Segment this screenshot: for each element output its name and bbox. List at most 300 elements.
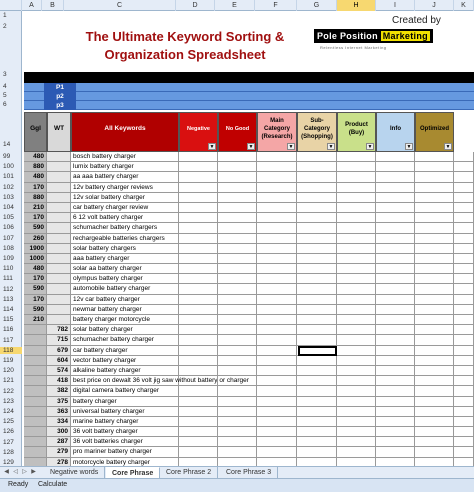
empty-cell[interactable] xyxy=(337,366,376,376)
empty-cell[interactable] xyxy=(257,264,297,274)
empty-cell[interactable] xyxy=(179,203,218,213)
empty-cell[interactable] xyxy=(257,437,297,447)
keyword-cell[interactable]: 12v battery charger reviews xyxy=(71,183,179,193)
ggl-cell[interactable] xyxy=(24,346,47,356)
ggl-cell[interactable]: 260 xyxy=(24,234,47,244)
empty-cell[interactable] xyxy=(297,274,337,284)
row-header[interactable]: 105 xyxy=(3,214,14,222)
empty-cell[interactable] xyxy=(337,437,376,447)
empty-cell[interactable] xyxy=(376,346,415,356)
wt-cell[interactable] xyxy=(47,223,71,233)
empty-cell[interactable] xyxy=(218,458,257,466)
empty-cell[interactable] xyxy=(179,346,218,356)
empty-cell[interactable] xyxy=(376,254,415,264)
empty-cell[interactable] xyxy=(257,407,297,417)
wt-cell[interactable] xyxy=(47,295,71,305)
row-header[interactable]: 6 xyxy=(3,101,7,108)
empty-cell[interactable] xyxy=(454,376,474,386)
empty-cell[interactable] xyxy=(218,356,257,366)
empty-cell[interactable] xyxy=(179,447,218,457)
empty-cell[interactable] xyxy=(337,284,376,294)
empty-cell[interactable] xyxy=(454,356,474,366)
wt-cell[interactable] xyxy=(47,172,71,182)
empty-cell[interactable] xyxy=(179,223,218,233)
row-header[interactable]: 103 xyxy=(3,193,14,201)
row-header[interactable]: 117 xyxy=(3,336,14,344)
keyword-cell[interactable]: aaa battery charger xyxy=(71,254,179,264)
empty-cell[interactable] xyxy=(376,152,415,162)
ggl-cell[interactable]: 480 xyxy=(24,152,47,162)
row-header[interactable]: 4 xyxy=(3,83,7,90)
wt-cell[interactable] xyxy=(47,203,71,213)
empty-cell[interactable] xyxy=(257,183,297,193)
empty-cell[interactable] xyxy=(376,427,415,437)
empty-cell[interactable] xyxy=(218,254,257,264)
empty-cell[interactable] xyxy=(337,193,376,203)
empty-cell[interactable] xyxy=(454,417,474,427)
sheet-tab[interactable]: Core Phrase xyxy=(106,467,160,478)
empty-cell[interactable] xyxy=(218,397,257,407)
row-header[interactable]: 115 xyxy=(3,316,14,324)
header-main-category[interactable] xyxy=(257,112,297,152)
row-header[interactable]: 124 xyxy=(3,408,14,415)
empty-cell[interactable] xyxy=(376,397,415,407)
empty-cell[interactable] xyxy=(179,295,218,305)
empty-cell[interactable] xyxy=(376,447,415,457)
empty-cell[interactable] xyxy=(337,407,376,417)
empty-cell[interactable] xyxy=(415,417,454,427)
keyword-cell[interactable]: vector battery charger xyxy=(71,356,179,366)
empty-cell[interactable] xyxy=(218,315,257,325)
empty-cell[interactable] xyxy=(415,407,454,417)
empty-cell[interactable] xyxy=(415,183,454,193)
empty-cell[interactable] xyxy=(454,335,474,345)
wt-cell[interactable] xyxy=(47,152,71,162)
wt-cell[interactable]: 287 xyxy=(47,437,71,447)
ggl-cell[interactable]: 590 xyxy=(24,223,47,233)
empty-cell[interactable] xyxy=(337,162,376,172)
wt-cell[interactable] xyxy=(47,244,71,254)
row-header[interactable]: 128 xyxy=(3,448,14,456)
wt-cell[interactable]: 278 xyxy=(47,458,71,466)
empty-cell[interactable] xyxy=(376,295,415,305)
row-header[interactable]: 5 xyxy=(3,92,7,99)
empty-cell[interactable] xyxy=(257,172,297,182)
empty-cell[interactable] xyxy=(415,234,454,244)
empty-cell[interactable] xyxy=(376,244,415,254)
empty-cell[interactable] xyxy=(337,295,376,305)
empty-cell[interactable] xyxy=(218,376,257,386)
ggl-cell[interactable]: 880 xyxy=(24,193,47,203)
empty-cell[interactable] xyxy=(297,315,337,325)
keyword-cell[interactable]: best price on dewalt 36 volt jig saw without battery or charger xyxy=(71,376,179,386)
empty-cell[interactable] xyxy=(297,183,337,193)
ggl-cell[interactable] xyxy=(24,356,47,366)
keyword-cell[interactable]: pro mariner battery charger xyxy=(71,447,179,457)
empty-cell[interactable] xyxy=(454,274,474,284)
column-header-g[interactable]: G xyxy=(297,0,337,11)
empty-cell[interactable] xyxy=(179,162,218,172)
empty-cell[interactable] xyxy=(454,295,474,305)
empty-cell[interactable] xyxy=(376,458,415,466)
ggl-cell[interactable] xyxy=(24,376,47,386)
wt-cell[interactable]: 375 xyxy=(47,397,71,407)
keyword-cell[interactable]: 6 12 volt battery charger xyxy=(71,213,179,223)
keyword-cell[interactable]: automobile battery charger xyxy=(71,284,179,294)
ggl-cell[interactable]: 170 xyxy=(24,183,47,193)
empty-cell[interactable] xyxy=(218,325,257,335)
empty-cell[interactable] xyxy=(376,305,415,315)
empty-cell[interactable] xyxy=(454,223,474,233)
ggl-cell[interactable] xyxy=(24,437,47,447)
empty-cell[interactable] xyxy=(376,213,415,223)
wt-cell[interactable] xyxy=(47,305,71,315)
ggl-cell[interactable] xyxy=(24,366,47,376)
empty-cell[interactable] xyxy=(415,305,454,315)
prev-sheet-icon[interactable]: ◁ xyxy=(13,469,18,475)
row-header[interactable]: 100 xyxy=(3,163,14,171)
empty-cell[interactable] xyxy=(337,335,376,345)
empty-cell[interactable] xyxy=(297,162,337,172)
empty-cell[interactable] xyxy=(454,213,474,223)
keyword-cell[interactable]: universal battery charger xyxy=(71,407,179,417)
empty-cell[interactable] xyxy=(376,366,415,376)
empty-cell[interactable] xyxy=(257,193,297,203)
empty-cell[interactable] xyxy=(218,386,257,396)
p1-bar[interactable] xyxy=(24,83,474,92)
header-no-good[interactable] xyxy=(218,112,257,152)
empty-cell[interactable] xyxy=(218,335,257,345)
row-header[interactable]: 108 xyxy=(3,244,14,252)
empty-cell[interactable] xyxy=(179,397,218,407)
empty-cell[interactable] xyxy=(337,356,376,366)
empty-cell[interactable] xyxy=(454,203,474,213)
empty-cell[interactable] xyxy=(415,264,454,274)
header-optimized[interactable] xyxy=(415,112,454,152)
empty-cell[interactable] xyxy=(337,172,376,182)
wt-cell[interactable] xyxy=(47,264,71,274)
empty-cell[interactable] xyxy=(218,417,257,427)
empty-cell[interactable] xyxy=(415,437,454,447)
sheet-tab[interactable]: Negative words xyxy=(44,467,105,478)
empty-cell[interactable] xyxy=(415,284,454,294)
empty-cell[interactable] xyxy=(179,193,218,203)
header-all-keywords[interactable] xyxy=(71,112,179,152)
empty-cell[interactable] xyxy=(337,346,376,356)
row-header[interactable]: 126 xyxy=(3,428,14,436)
empty-cell[interactable] xyxy=(337,376,376,386)
ggl-cell[interactable]: 480 xyxy=(24,172,47,182)
empty-cell[interactable] xyxy=(415,244,454,254)
ggl-cell[interactable]: 210 xyxy=(24,315,47,325)
empty-cell[interactable] xyxy=(297,417,337,427)
empty-cell[interactable] xyxy=(454,427,474,437)
empty-cell[interactable] xyxy=(179,274,218,284)
keyword-cell[interactable]: newmar battery charger xyxy=(71,305,179,315)
empty-cell[interactable] xyxy=(257,162,297,172)
empty-cell[interactable] xyxy=(257,356,297,366)
empty-cell[interactable] xyxy=(337,386,376,396)
empty-cell[interactable] xyxy=(297,152,337,162)
keyword-cell[interactable]: marine battery charger xyxy=(71,417,179,427)
empty-cell[interactable] xyxy=(376,386,415,396)
empty-cell[interactable] xyxy=(297,386,337,396)
empty-cell[interactable] xyxy=(218,172,257,182)
row-header[interactable]: 104 xyxy=(3,204,14,211)
empty-cell[interactable] xyxy=(376,335,415,345)
empty-cell[interactable] xyxy=(218,305,257,315)
empty-cell[interactable] xyxy=(218,295,257,305)
wt-cell[interactable] xyxy=(47,274,71,284)
empty-cell[interactable] xyxy=(415,447,454,457)
empty-cell[interactable] xyxy=(257,254,297,264)
empty-cell[interactable] xyxy=(179,284,218,294)
empty-cell[interactable] xyxy=(376,172,415,182)
active-cell-selection[interactable] xyxy=(298,346,337,356)
wt-cell[interactable]: 334 xyxy=(47,417,71,427)
keyword-cell[interactable]: 12v car battery charger xyxy=(71,295,179,305)
empty-cell[interactable] xyxy=(337,223,376,233)
empty-cell[interactable] xyxy=(297,366,337,376)
empty-cell[interactable] xyxy=(415,193,454,203)
filter-dropdown-icon[interactable]: ▼ xyxy=(248,144,254,150)
row-header[interactable]: 113 xyxy=(3,295,14,303)
empty-cell[interactable] xyxy=(297,447,337,457)
empty-cell[interactable] xyxy=(376,325,415,335)
ggl-cell[interactable]: 480 xyxy=(24,264,47,274)
row-header[interactable]: 101 xyxy=(3,173,14,181)
row-header[interactable]: 106 xyxy=(3,224,14,232)
row-header[interactable]: 120 xyxy=(3,367,14,375)
ggl-cell[interactable]: 170 xyxy=(24,213,47,223)
empty-cell[interactable] xyxy=(297,234,337,244)
wt-cell[interactable]: 782 xyxy=(47,325,71,335)
empty-cell[interactable] xyxy=(454,234,474,244)
wt-cell[interactable]: 604 xyxy=(47,356,71,366)
empty-cell[interactable] xyxy=(337,152,376,162)
column-header-c[interactable]: C xyxy=(64,0,176,11)
empty-cell[interactable] xyxy=(179,213,218,223)
first-sheet-icon[interactable]: ◀ xyxy=(4,469,9,475)
empty-cell[interactable] xyxy=(297,356,337,366)
empty-cell[interactable] xyxy=(218,427,257,437)
empty-cell[interactable] xyxy=(337,234,376,244)
ggl-cell[interactable] xyxy=(24,427,47,437)
empty-cell[interactable] xyxy=(179,325,218,335)
empty-cell[interactable] xyxy=(454,407,474,417)
last-sheet-icon[interactable]: ▶ xyxy=(31,469,36,475)
wt-cell[interactable] xyxy=(47,162,71,172)
empty-cell[interactable] xyxy=(376,234,415,244)
column-header-d[interactable]: D xyxy=(176,0,215,11)
empty-cell[interactable] xyxy=(415,152,454,162)
empty-cell[interactable] xyxy=(454,264,474,274)
empty-cell[interactable] xyxy=(337,213,376,223)
ggl-cell[interactable] xyxy=(24,397,47,407)
empty-cell[interactable] xyxy=(415,203,454,213)
ggl-cell[interactable]: 590 xyxy=(24,305,47,315)
empty-cell[interactable] xyxy=(257,335,297,345)
empty-cell[interactable] xyxy=(454,386,474,396)
empty-cell[interactable] xyxy=(257,284,297,294)
wt-cell[interactable]: 715 xyxy=(47,335,71,345)
empty-cell[interactable] xyxy=(454,284,474,294)
wt-cell[interactable]: 382 xyxy=(47,386,71,396)
empty-cell[interactable] xyxy=(257,346,297,356)
row-header[interactable]: 123 xyxy=(3,397,14,405)
empty-cell[interactable] xyxy=(257,234,297,244)
empty-cell[interactable] xyxy=(454,366,474,376)
keyword-cell[interactable]: schumacher battery chargers xyxy=(71,223,179,233)
empty-cell[interactable] xyxy=(257,417,297,427)
empty-cell[interactable] xyxy=(376,162,415,172)
empty-cell[interactable] xyxy=(257,447,297,457)
empty-cell[interactable] xyxy=(297,254,337,264)
row-header[interactable]: 114 xyxy=(3,306,14,313)
empty-cell[interactable] xyxy=(218,244,257,254)
empty-cell[interactable] xyxy=(218,193,257,203)
empty-cell[interactable] xyxy=(257,223,297,233)
empty-cell[interactable] xyxy=(297,295,337,305)
empty-cell[interactable] xyxy=(297,193,337,203)
empty-cell[interactable] xyxy=(218,447,257,457)
empty-cell[interactable] xyxy=(218,437,257,447)
empty-cell[interactable] xyxy=(415,315,454,325)
header-negative[interactable] xyxy=(179,112,218,152)
header-info[interactable] xyxy=(376,112,415,152)
empty-cell[interactable] xyxy=(376,203,415,213)
row-header[interactable]: 118 xyxy=(0,347,22,354)
keyword-cell[interactable]: solar aa battery charger xyxy=(71,264,179,274)
filter-dropdown-icon[interactable]: ▼ xyxy=(406,144,412,150)
p3-bar[interactable] xyxy=(24,101,474,110)
empty-cell[interactable] xyxy=(297,172,337,182)
empty-cell[interactable] xyxy=(297,427,337,437)
empty-cell[interactable] xyxy=(297,203,337,213)
row-header[interactable]: 3 xyxy=(3,71,7,78)
empty-cell[interactable] xyxy=(415,376,454,386)
empty-cell[interactable] xyxy=(257,244,297,254)
empty-cell[interactable] xyxy=(376,223,415,233)
ggl-cell[interactable]: 1000 xyxy=(24,254,47,264)
empty-cell[interactable] xyxy=(337,183,376,193)
empty-cell[interactable] xyxy=(297,407,337,417)
empty-cell[interactable] xyxy=(257,376,297,386)
empty-cell[interactable] xyxy=(376,417,415,427)
empty-cell[interactable] xyxy=(454,305,474,315)
keyword-cell[interactable]: rechargeable batteries chargers xyxy=(71,234,179,244)
empty-cell[interactable] xyxy=(218,366,257,376)
empty-cell[interactable] xyxy=(376,284,415,294)
keyword-cell[interactable]: 12v solar battery charger xyxy=(71,193,179,203)
empty-cell[interactable] xyxy=(218,264,257,274)
column-header-f[interactable]: F xyxy=(255,0,297,11)
ggl-cell[interactable]: 590 xyxy=(24,284,47,294)
keyword-cell[interactable]: lumix battery charger xyxy=(71,162,179,172)
wt-cell[interactable]: 418 xyxy=(47,376,71,386)
empty-cell[interactable] xyxy=(257,315,297,325)
row-header[interactable]: 102 xyxy=(3,183,14,191)
empty-cell[interactable] xyxy=(297,213,337,223)
empty-cell[interactable] xyxy=(415,254,454,264)
empty-cell[interactable] xyxy=(454,397,474,407)
empty-cell[interactable] xyxy=(218,183,257,193)
sheet-tab[interactable]: Core Phrase 3 xyxy=(220,467,278,478)
ggl-cell[interactable] xyxy=(24,407,47,417)
empty-cell[interactable] xyxy=(218,162,257,172)
empty-cell[interactable] xyxy=(454,346,474,356)
worksheet[interactable] xyxy=(22,11,474,466)
empty-cell[interactable] xyxy=(218,223,257,233)
empty-cell[interactable] xyxy=(179,427,218,437)
wt-cell[interactable] xyxy=(47,234,71,244)
empty-cell[interactable] xyxy=(454,162,474,172)
empty-cell[interactable] xyxy=(257,366,297,376)
wt-cell[interactable]: 279 xyxy=(47,447,71,457)
empty-cell[interactable] xyxy=(179,356,218,366)
header-sub-category[interactable] xyxy=(297,112,337,152)
empty-cell[interactable] xyxy=(179,366,218,376)
empty-cell[interactable] xyxy=(297,376,337,386)
ggl-cell[interactable] xyxy=(24,458,47,466)
empty-cell[interactable] xyxy=(454,315,474,325)
empty-cell[interactable] xyxy=(415,295,454,305)
wt-cell[interactable]: 300 xyxy=(47,427,71,437)
ggl-cell[interactable] xyxy=(24,447,47,457)
empty-cell[interactable] xyxy=(376,315,415,325)
wt-cell[interactable] xyxy=(47,315,71,325)
p2-bar[interactable] xyxy=(24,92,474,101)
empty-cell[interactable] xyxy=(218,152,257,162)
empty-cell[interactable] xyxy=(337,417,376,427)
keyword-cell[interactable]: schumacher battery charger xyxy=(71,335,179,345)
empty-cell[interactable] xyxy=(297,325,337,335)
empty-cell[interactable] xyxy=(297,264,337,274)
ggl-cell[interactable] xyxy=(24,417,47,427)
empty-cell[interactable] xyxy=(218,234,257,244)
empty-cell[interactable] xyxy=(179,315,218,325)
empty-cell[interactable] xyxy=(454,172,474,182)
empty-cell[interactable] xyxy=(415,325,454,335)
row-header[interactable]: 112 xyxy=(3,285,14,293)
empty-cell[interactable] xyxy=(179,172,218,182)
empty-cell[interactable] xyxy=(415,213,454,223)
header-wt[interactable] xyxy=(47,112,71,152)
empty-cell[interactable] xyxy=(337,244,376,254)
row-header[interactable]: 14 xyxy=(3,141,11,148)
empty-cell[interactable] xyxy=(257,203,297,213)
wt-cell[interactable] xyxy=(47,193,71,203)
empty-cell[interactable] xyxy=(337,305,376,315)
sheet-tab[interactable]: Core Phrase 2 xyxy=(160,467,218,478)
empty-cell[interactable] xyxy=(337,203,376,213)
empty-cell[interactable] xyxy=(337,397,376,407)
empty-cell[interactable] xyxy=(415,397,454,407)
empty-cell[interactable] xyxy=(257,305,297,315)
empty-cell[interactable] xyxy=(179,335,218,345)
empty-cell[interactable] xyxy=(337,264,376,274)
ggl-cell[interactable]: 210 xyxy=(24,203,47,213)
next-sheet-icon[interactable]: ▷ xyxy=(22,469,27,475)
empty-cell[interactable] xyxy=(297,223,337,233)
empty-cell[interactable] xyxy=(376,356,415,366)
empty-cell[interactable] xyxy=(179,458,218,466)
row-header[interactable]: 129 xyxy=(3,459,14,466)
header-ggl[interactable] xyxy=(24,112,47,152)
empty-cell[interactable] xyxy=(297,284,337,294)
empty-cell[interactable] xyxy=(337,325,376,335)
empty-cell[interactable] xyxy=(376,183,415,193)
